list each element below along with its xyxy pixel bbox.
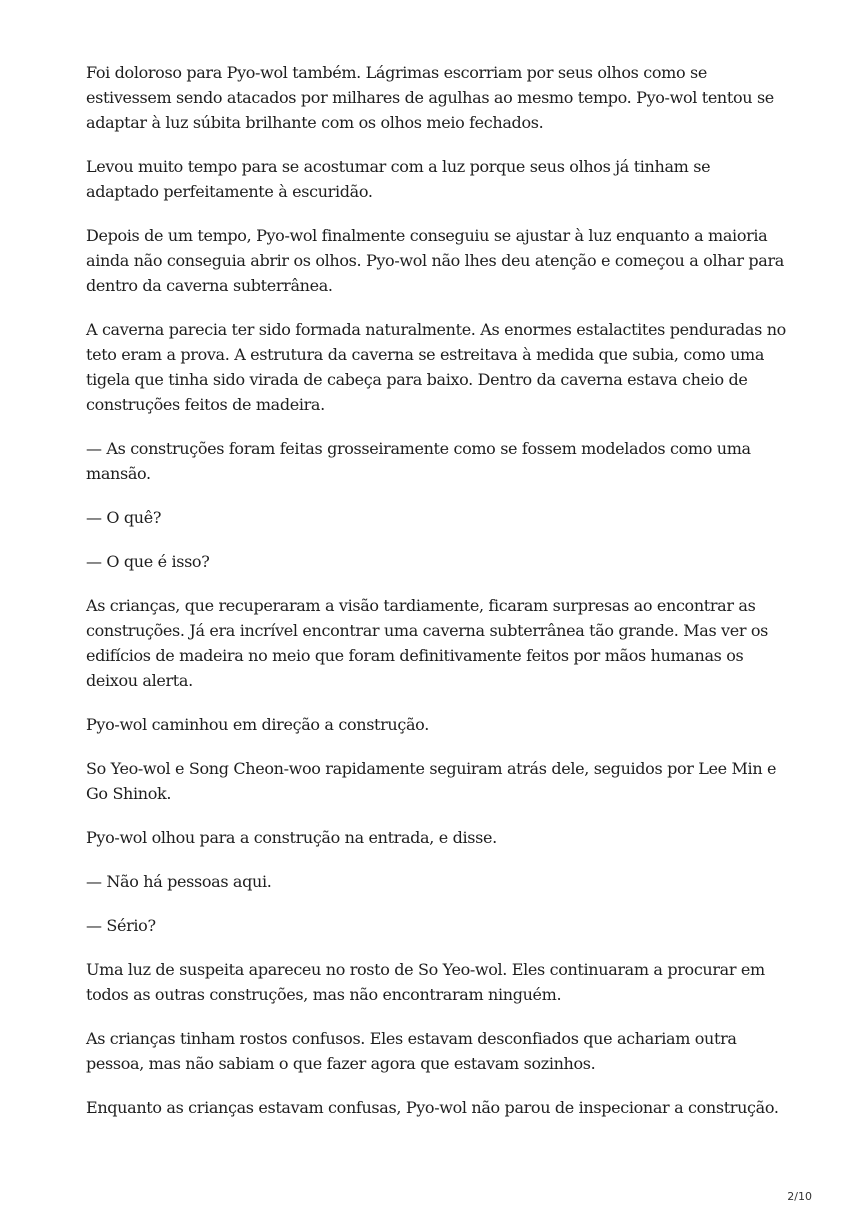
document-body <box>86 60 786 1139</box>
paragraph: Pyo-wol caminhou em direção a construção. <box>86 715 429 734</box>
paragraph: Enquanto as crianças estavam confusas, Pyo-wol não parou de inspecionar a construção. <box>86 1098 779 1117</box>
paragraph: As crianças tinham rostos confusos. Eles estavam desconfiados que achariam outra pessoa, mas não sabiam o que fazer agora que estavam sozinhos. <box>86 1029 737 1073</box>
paragraph: Pyo-wol olhou para a construção na entrada, e disse. <box>86 828 497 847</box>
paragraph: As crianças, que recuperaram a visão tardiamente, ficaram surpresas ao encontrar as construções. Já era incrível encontrar uma caverna subterrânea tão grande. Mas ver os edifícios de madeira no meio que foram definitivamente feitos por mãos humanas os deixou alerta. <box>86 596 769 690</box>
paragraph: — O que é isso? <box>86 552 210 571</box>
paragraph: — O quê? <box>86 508 162 527</box>
paragraph: — As construções foram feitas grosseiramente como se fossem modelados como uma mansão. <box>86 439 751 483</box>
paragraph: Uma luz de suspeita apareceu no rosto de So Yeo-wol. Eles continuaram a procurar em todos as outras construções, mas não encontraram ninguém. <box>86 960 765 1004</box>
paragraph: A caverna parecia ter sido formada naturalmente. As enormes estalactites penduradas no teto eram a prova. A estrutura da caverna se estreitava à medida que subia, como uma tigela que tinha sido virada de cabeça para baixo. Dentro da caverna estava cheio de construções feitos de madeira. <box>86 320 786 414</box>
paragraph: Foi doloroso para Pyo-wol também. Lágrimas escorriam por seus olhos como se estivessem sendo atacados por milhares de agulhas ao mesmo tempo. Pyo-wol tentou se adaptar à luz súbita brilhante com os olhos meio fechados. <box>86 63 774 132</box>
paragraph: — Sério? <box>86 916 156 935</box>
paragraph: Levou muito tempo para se acostumar com a luz porque seus olhos já tinham se adaptado perfeitamente à escuridão. <box>86 157 711 201</box>
page-number: 2/10 <box>787 1190 812 1203</box>
paragraph: So Yeo-wol e Song Cheon-woo rapidamente seguiram atrás dele, seguidos por Lee Min e Go Shinok. <box>86 759 777 803</box>
paragraph: Depois de um tempo, Pyo-wol finalmente conseguiu se ajustar à luz enquanto a maioria ainda não conseguia abrir os olhos. Pyo-wol não lhes deu atenção e começou a olhar para dentro da caverna subterrânea. <box>86 226 784 295</box>
paragraph: — Não há pessoas aqui. <box>86 872 272 891</box>
